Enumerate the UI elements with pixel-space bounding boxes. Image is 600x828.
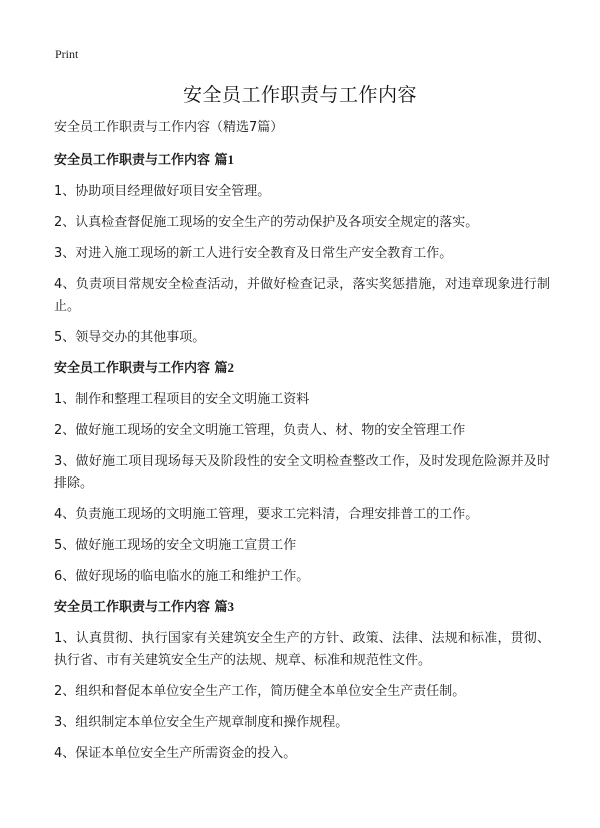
list-item: 4、负责项目常规安全检查活动，并做好检查记录，落实奖惩措施，对违章现象进行制止。 bbox=[54, 277, 550, 314]
list-item: 2、做好施工现场的安全文明施工管理，负责人、材、物的安全管理工作 bbox=[54, 423, 466, 438]
section-heading-text: 安全员工作职责与工作内容 bbox=[54, 600, 211, 615]
section-number: 篇3 bbox=[214, 599, 235, 614]
section-heading-text: 安全员工作职责与工作内容 bbox=[54, 153, 211, 168]
list-item: 5、领导交办的其他事项。 bbox=[54, 330, 206, 345]
list-item: 1、认真贯彻、执行国家有关建筑安全生产的方针、政策、法律、法规和标准，贯彻、执行省、市有关建筑安全生产的法规、规章、标准和规范性文件。 bbox=[54, 631, 550, 668]
section-number: 篇2 bbox=[214, 360, 235, 375]
list-item: 3、做好施工项目现场每天及阶段性的安全文明检查整改工作，及时发现危险源并及时排除。 bbox=[54, 454, 550, 491]
section-1 bbox=[54, 151, 550, 349]
list-item: 1、协助项目经理做好项目安全管理。 bbox=[54, 184, 271, 199]
section-heading-text: 安全员工作职责与工作内容 bbox=[54, 361, 211, 376]
section-number: 篇1 bbox=[214, 152, 235, 167]
list-item: 5、做好施工现场的安全文明施工宣贯工作 bbox=[54, 538, 297, 553]
section-heading bbox=[54, 598, 550, 617]
list-item: 3、对进入施工现场的新工人进行安全教育及日常生产安全教育工作。 bbox=[54, 246, 453, 261]
list-item: 3、组织制定本单位安全生产规章制度和操作规程。 bbox=[54, 715, 349, 730]
document-subtitle: 安全员工作职责与工作内容（精选7篇） bbox=[54, 120, 284, 135]
document-body bbox=[54, 119, 550, 774]
list-item: 6、做好现场的临电临水的施工和维护工作。 bbox=[54, 569, 310, 584]
list-item: 2、组织和督促本单位安全生产工作，简历健全本单位安全生产责任制。 bbox=[54, 684, 466, 699]
list-item: 4、负责施工现场的文明施工管理，要求工完料清，合理安排普工的工作。 bbox=[54, 507, 479, 522]
print-label: Print bbox=[55, 47, 79, 61]
list-item: 4、保证本单位安全生产所需资金的投入。 bbox=[54, 746, 297, 761]
section-heading bbox=[54, 151, 550, 170]
document-title: 安全员工作职责与工作内容 bbox=[182, 84, 417, 106]
list-item: 1、制作和整理工程项目的安全文明施工资料 bbox=[54, 392, 310, 407]
section-heading bbox=[54, 359, 550, 378]
list-item: 2、认真检查督促施工现场的安全生产的劳动保护及各项安全规定的落实。 bbox=[54, 215, 479, 230]
section-3 bbox=[54, 598, 550, 765]
section-2 bbox=[54, 359, 550, 588]
